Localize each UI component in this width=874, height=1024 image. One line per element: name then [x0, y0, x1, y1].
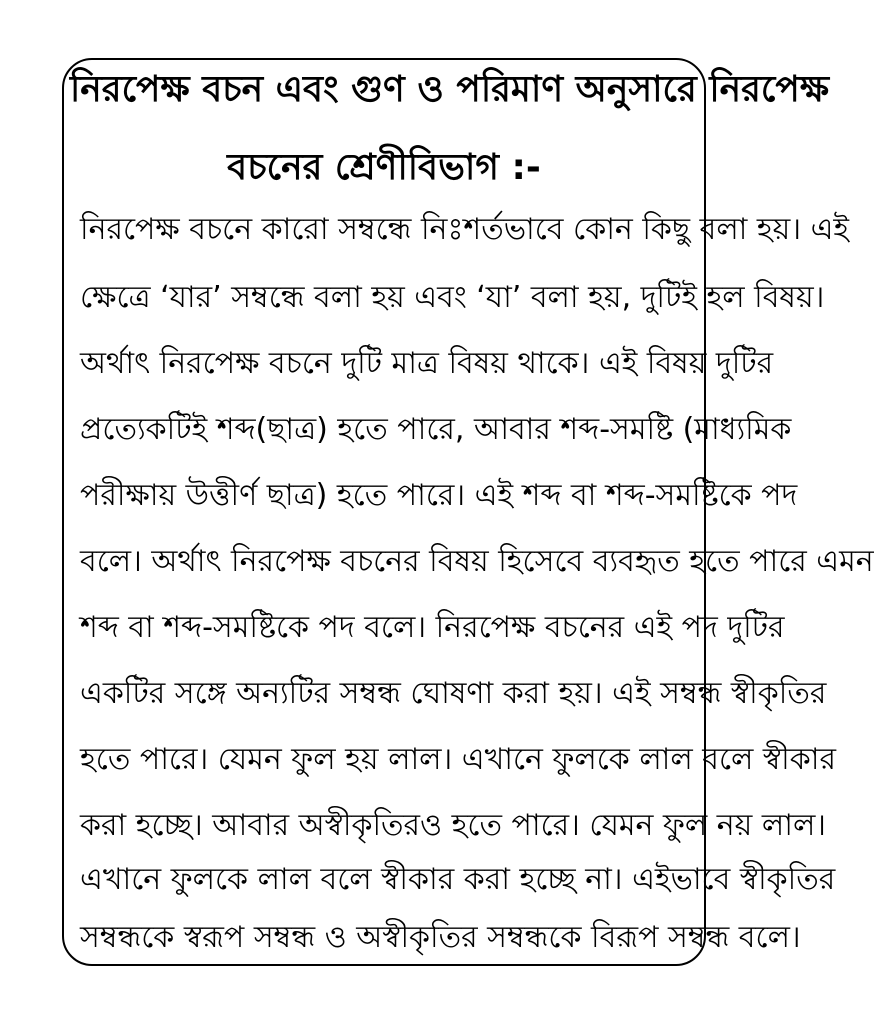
heading-line-2: বচনের শ্রেণীবিভাগ :- [227, 147, 541, 188]
paragraph-line: অর্থাৎ নিরপেক্ষ বচনে দুটি মাত্র বিষয় থাকে। এই বিষয় দুটির [80, 346, 774, 381]
heading-line-1: নিরপেক্ষ বচন এবং গুণ ও পরিমাণ অনুসারে নিরপেক্ষ [70, 69, 829, 110]
paragraph-line: প্রত্যেকটিই শব্দ(ছাত্র) হতে পারে, আবার শব্দ-সমষ্টি (মাধ্যমিক [80, 412, 792, 447]
paragraph-line: একটির সঙ্গে অন্যটির সম্বন্ধ ঘোষণা করা হয়। এই সম্বন্ধ স্বীকৃতির [80, 676, 827, 711]
paragraph-line: ক্ষেত্রে ‘যার’ সম্বন্ধে বলা হয় এবং ‘যা’ বলা হয়, দুটিই হল বিষয়। [80, 280, 825, 315]
paragraph-line: নিরপেক্ষ বচনে কারো সম্বন্ধে নিঃশর্তভাবে কোন কিছু বলা হয়। এই [80, 212, 850, 247]
paragraph-line: বলে। অর্থাৎ নিরপেক্ষ বচনের বিষয় হিসেবে ব্যবহৃত হতে পারে এমন [80, 544, 874, 579]
paragraph-line: সম্বন্ধকে স্বরূপ সম্বন্ধ ও অস্বীকৃতির সম্বন্ধকে বিরূপ সম্বন্ধ বলে। [80, 920, 801, 955]
paragraph-line: এখানে ফুলকে লাল বলে স্বীকার করা হচ্ছে না। এইভাবে স্বীকৃতির [80, 862, 836, 897]
paragraph-line: করা হচ্ছে। আবার অস্বীকৃতিরও হতে পারে। যেমন ফুল নয় লাল। [80, 808, 827, 843]
paragraph-line: পরীক্ষায় উত্তীর্ণ ছাত্র) হতে পারে। এই শব্দ বা শব্দ-সমষ্টিকে পদ [80, 478, 798, 513]
paragraph-line: শব্দ বা শব্দ-সমষ্টিকে পদ বলে। নিরপেক্ষ বচনের এই পদ দুটির [80, 610, 785, 645]
paragraph-line: হতে পারে। যেমন ফুল হয় লাল। এখানে ফুলকে লাল বলে স্বীকার [80, 742, 836, 777]
